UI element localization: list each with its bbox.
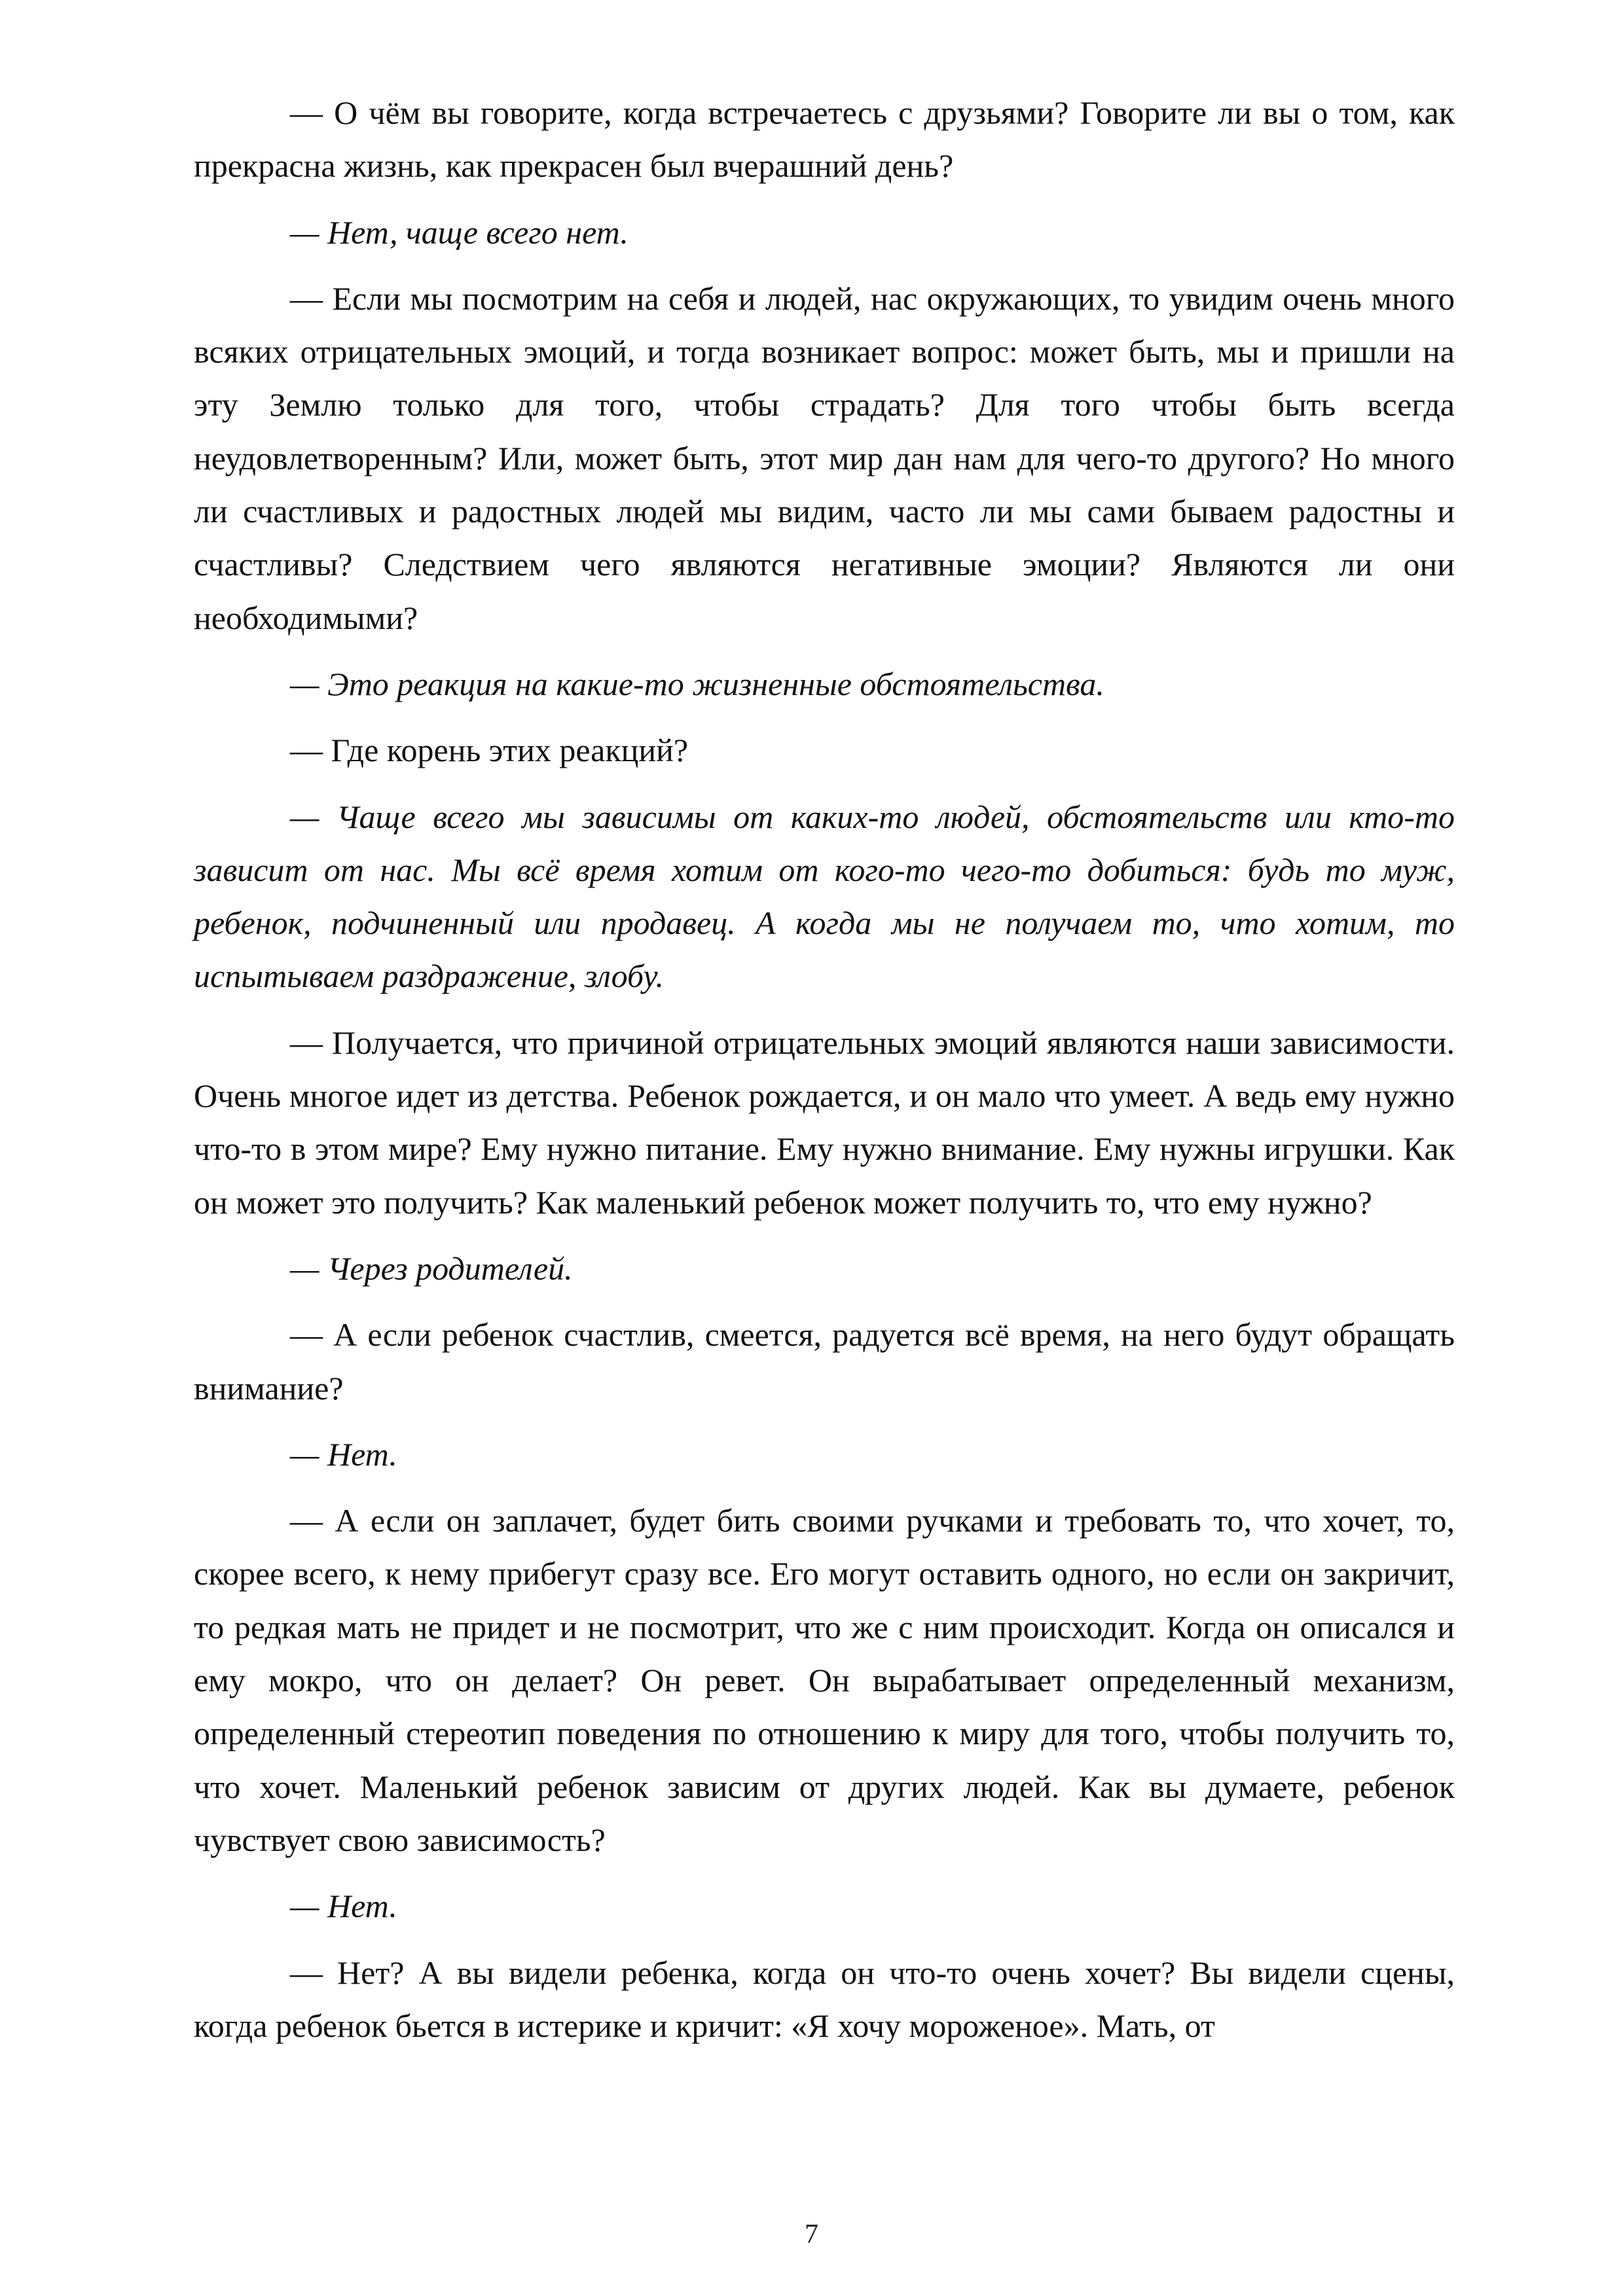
paragraph-audience: — Чаще всего мы зависимы от каких-то людей, обстоятельств или кто-то зависит от нас. Мы всё время хотим от кого-то чего-то добиться: будь то муж, ребенок, подчиненный или продавец. А когда мы не получаем то, что хотим, то испытываем раздражение, злобу. [194,798,1455,995]
paragraph-author: — А если он заплачет, будет бить своими ручками и требовать то, что хочет, то, скорее всего, к нему прибегут сразу все. Его могут оставить одного, но если он закричит, то редкая мать не придет и не посмотрит, что же с ним происходит. Когда он описался и ему мокро, что он делает? Он ревет. Он вырабатывает определенный механизм, определенный стереотип поведения по отношению к миру для того, чтобы получить то, что хочет. Маленький ребенок зависим от других людей. Как вы думаете, ребенок чувствует свою зависимость? [194,1502,1455,1858]
paragraph-author: — О чём вы говорите, когда встречаетесь с друзьями? Говорите ли вы о том, как прекрасна жизнь, как прекрасен был вчерашний день? [194,94,1455,185]
document-page [194,86,1455,2066]
paragraph-audience: — Через родителей. [290,1249,573,1287]
paragraph-audience: — Нет. [290,1435,397,1473]
paragraph-author: — Если мы посмотрим на себя и людей, нас окружающих, то увидим очень много всяких отрицательных эмоций, и тогда возникает вопрос: может быть, мы и пришли на эту Землю только для того, чтобы страдать? Для того чтобы быть всегда неудовлетворенным? Или, может быть, этот мир дан нам для чего-то другого? Но много ли счастливых и радостных людей мы видим, часто ли мы сами бываем радостны и счастливы? Следствием чего являются негативные эмоции? Являются ли они необходимыми? [194,279,1455,636]
paragraph-audience: — Нет, чаще всего нет. [290,213,629,251]
paragraph-audience: — Нет. [290,1888,397,1925]
paragraph-author: — Нет? А вы видели ребенка, когда он что-то очень хочет? Вы видели сцены, когда ребенок бьется в истерике и кричит: «Я хочу мороженое». Мать, от [194,1954,1455,2044]
paragraph-audience: — Это реакция на какие-то жизненные обстоятельства. [290,665,1104,702]
paragraph-author: — Где корень этих реакций? [290,732,689,769]
page-number: 7 [805,2219,818,2250]
paragraph-author: — А если ребенок счастлив, смеется, радуется всё время, на него будут обращать внимание? [194,1316,1455,1407]
paragraph-author: — Получается, что причиной отрицательных эмоций являются наши зависимости. Очень многое идет из детства. Ребенок рождается, и он мало что умеет. А ведь ему нужно что-то в этом мире? Ему нужно питание. Ему нужно внимание. Ему нужны игрушки. Как он может это получить? Как маленький ребенок может получить то, что ему нужно? [194,1024,1455,1221]
